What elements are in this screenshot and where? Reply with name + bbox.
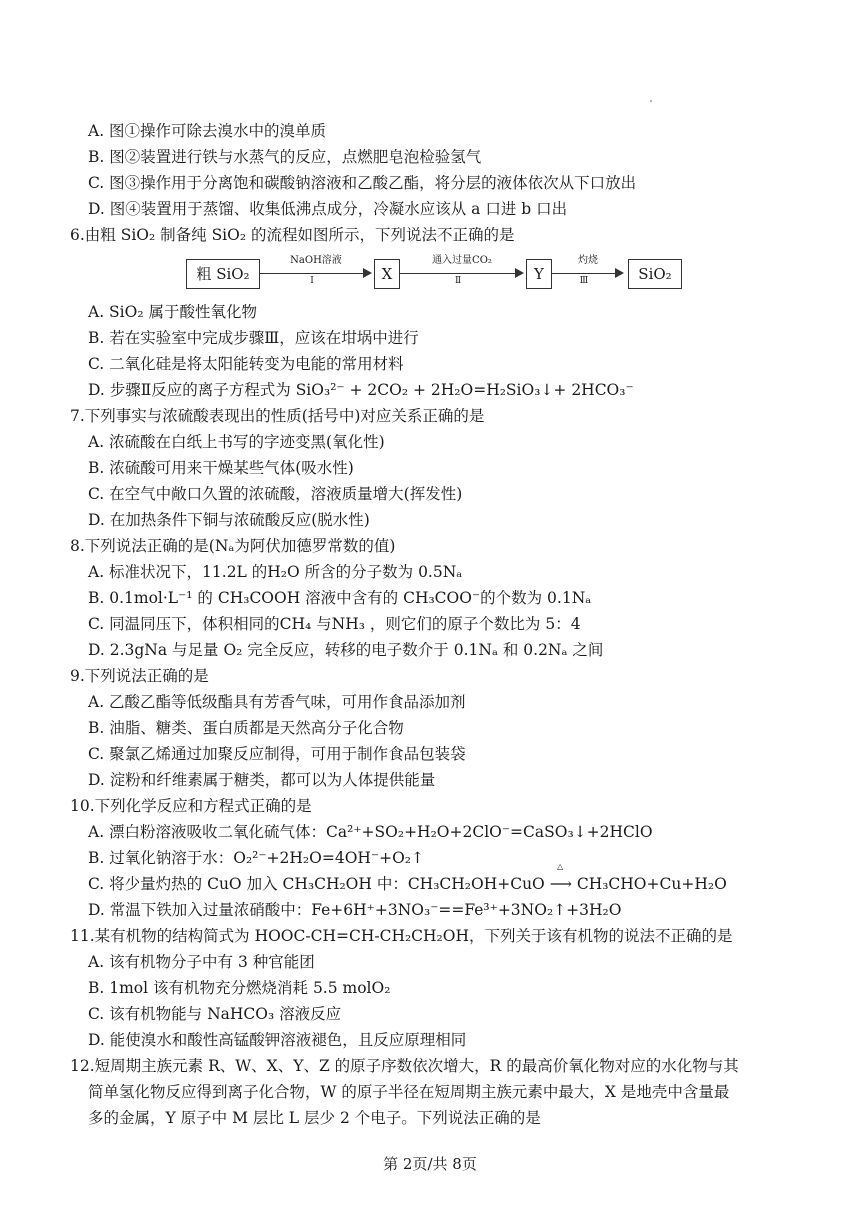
page-number-footer: 第 2页/共 8页 xyxy=(383,1155,477,1173)
arrow-head-icon xyxy=(363,268,372,278)
q5-option-d: D. 图④装置用于蒸馏、收集低沸点成分，冷凝水应该从 a 口进 b 口出 xyxy=(88,200,568,218)
q11-option-d: D. 能使溴水和酸性高锰酸钾溶液褪色，且反应原理相同 xyxy=(88,1031,467,1049)
q9-option-b: B. 油脂、糖类、蛋白质都是天然高分子化合物 xyxy=(88,719,404,737)
q9-option-d: D. 淀粉和纤维素属于糖类，都可以为人体提供能量 xyxy=(88,771,436,789)
q9-stem: 9.下列说法正确的是 xyxy=(70,667,209,685)
q7-option-a: A. 浓硫酸在白纸上书写的字迹变黑(氧化性) xyxy=(88,433,385,451)
q8-option-c: C. 同温同压下，体积相同的CH₄ 与NH₃ ，则它们的原子个数比为 5：4 xyxy=(88,615,581,633)
q6-option-d: D. 步骤Ⅱ反应的离子方程式为 SiO₃²⁻ + 2CO₂ + 2H₂O=H₂SiO₃↓+ 2HCO₃⁻ xyxy=(88,381,634,399)
arrow-head-icon xyxy=(515,268,524,278)
q10-option-d: D. 常温下铁加入过量浓硝酸中：Fe+6H⁺+3NO₃⁻==Fe³⁺+3NO₂↑+3H₂O xyxy=(88,901,622,919)
flow-arrow-3-label: 灼烧 xyxy=(578,255,598,266)
q7-option-b: B. 浓硫酸可用来干燥某些气体(吸水性) xyxy=(88,459,354,477)
q9-option-a: A. 乙酸乙酯等低级酯具有芳香气味，可用作食品添加剂 xyxy=(88,693,466,711)
flow-arrow-2 xyxy=(400,255,524,295)
q5-option-a: A. 图①操作可除去溴水中的溴单质 xyxy=(88,122,327,140)
q5-option-c: C. 图③操作用于分离饱和碳酸钠溶液和乙酸乙酯，将分层的液体依次从下口放出 xyxy=(88,174,637,192)
flow-box-pure-sio2: SiO₂ xyxy=(628,259,682,289)
flow-arrow-3 xyxy=(552,255,624,295)
q10-option-b: B. 过氧化钠溶于水：O₂²⁻+2H₂O=4OH⁻+O₂↑ xyxy=(88,849,424,867)
q12-stem-line-3: 多的金属，Y 原子中 M 层比 L 层少 2 个电子。下列说法正确的是 xyxy=(88,1109,541,1127)
scan-speck xyxy=(650,100,652,102)
q11-option-a: A. 该有机物分子中有 3 种官能团 xyxy=(88,953,315,971)
flow-arrow-2-label: 通入过量CO₂ xyxy=(432,255,492,266)
q12-stem-line-2: 简单氢化物反应得到离子化合物，W 的原子半径在短周期主族元素中最大，X 是地壳中含量最 xyxy=(88,1083,730,1101)
q8-option-a: A. 标准状况下，11.2L 的H₂O 所含的分子数为 0.5Nₐ xyxy=(88,563,463,581)
q6-option-b: B. 若在实验室中完成步骤Ⅲ，应该在坩埚中进行 xyxy=(88,329,419,347)
q8-option-d: D. 2.3gNa 与足量 O₂ 完全反应，转移的电子数介于 0.1Nₐ 和 0.2Nₐ 之间 xyxy=(88,641,604,659)
q10-option-a: A. 漂白粉溶液吸收二氧化硫气体：Ca²⁺+SO₂+H₂O+2ClO⁻=CaSO₃↓+2HClO xyxy=(88,823,653,841)
q6-flowchart xyxy=(186,255,686,295)
q6-stem: 6.由粗 SiO₂ 制备纯 SiO₂ 的流程如图所示，下列说法不正确的是 xyxy=(70,226,515,244)
q7-stem: 7.下列事实与浓硫酸表现出的性质(括号中)对应关系正确的是 xyxy=(70,407,485,425)
q9-option-c: C. 聚氯乙烯通过加聚反应制得，可用于制作食品包装袋 xyxy=(88,745,466,763)
flow-box-x: X xyxy=(374,259,400,289)
q12-stem-line-1: 12.短周期主族元素 R、W、X、Y、Z 的原子序数依次增大，R 的最高价氧化物对应的水化物与其 xyxy=(70,1057,739,1075)
flow-box-crude-sio2: 粗 SiO₂ xyxy=(186,259,260,289)
heat-delta-symbol: △ xyxy=(557,862,564,871)
flow-arrow-1-label: NaOH溶液 xyxy=(290,255,342,266)
q6-option-a: A. SiO₂ 属于酸性氧化物 xyxy=(88,303,257,321)
flow-step-2: Ⅱ xyxy=(454,276,462,286)
q6-option-c: C. 二氧化硅是将太阳能转变为电能的常用材料 xyxy=(88,355,404,373)
flow-step-1: Ⅰ xyxy=(310,276,314,286)
arrow-head-icon xyxy=(615,268,624,278)
q7-option-d: D. 在加热条件下铜与浓硫酸反应(脱水性) xyxy=(88,511,370,529)
q11-option-b: B. 1mol 该有机物充分燃烧消耗 5.5 molO₂ xyxy=(88,979,391,997)
q7-option-c: C. 在空气中敞口久置的浓硫酸，溶液质量增大(挥发性) xyxy=(88,485,463,503)
q8-stem: 8.下列说法正确的是(Nₐ为阿伏加德罗常数的值) xyxy=(70,537,396,555)
flow-arrow-1 xyxy=(260,255,372,295)
q5-option-b: B. 图②装置进行铁与水蒸气的反应，点燃肥皂泡检验氢气 xyxy=(88,148,482,166)
q10-stem: 10.下列化学反应和方程式正确的是 xyxy=(70,797,312,815)
q11-option-c: C. 该有机物能与 NaHCO₃ 溶液反应 xyxy=(88,1005,342,1023)
q11-stem: 11.某有机物的结构简式为 HOOC-CH=CH-CH₂CH₂OH，下列关于该有机物的说法不正确的是 xyxy=(70,927,733,945)
flow-box-y: Y xyxy=(526,259,552,289)
q10-option-c: C. 将少量灼热的 CuO 加入 CH₃CH₂OH 中：CH₃CH₂OH+CuO ⟶ CH₃CHO+Cu+H₂O xyxy=(88,875,727,893)
q8-option-b: B. 0.1mol·L⁻¹ 的 CH₃COOH 溶液中含有的 CH₃COO⁻的个数为 0.1Nₐ xyxy=(88,589,592,607)
flow-step-3: Ⅲ xyxy=(579,276,589,286)
